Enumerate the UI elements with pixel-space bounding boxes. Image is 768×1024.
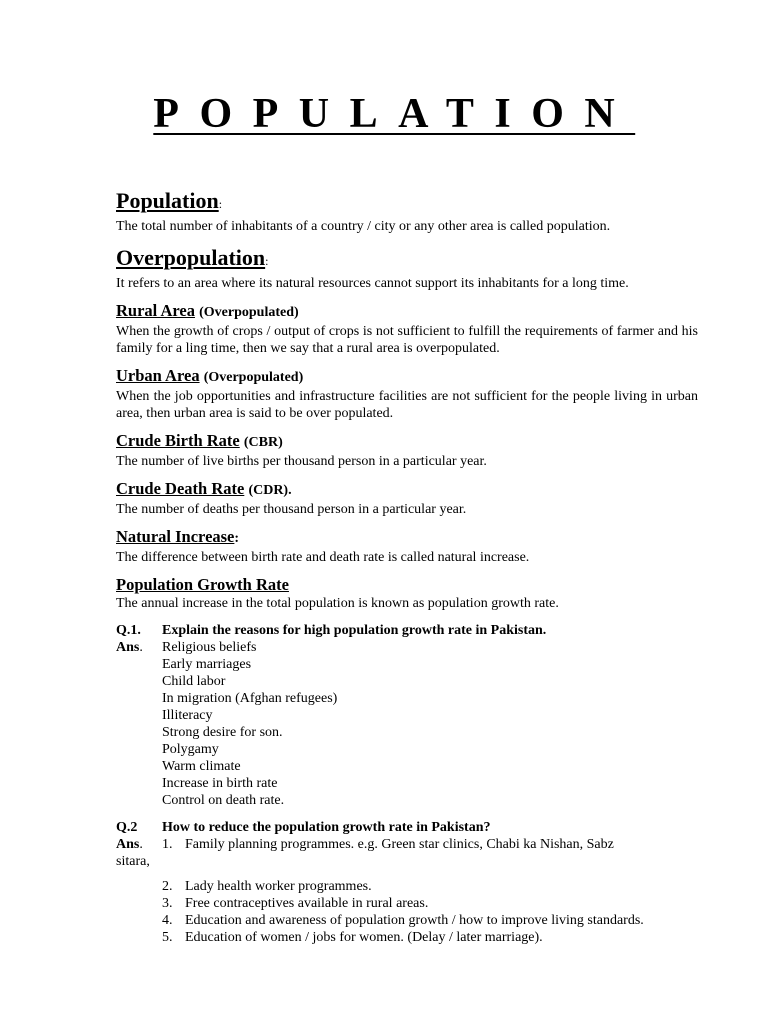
section-heading: Crude Birth Rate (CBR) (116, 431, 283, 450)
answer-item: Education and awareness of population growth / how to improve living standards. (185, 913, 644, 928)
answer-item: Control on death rate. (162, 793, 285, 808)
answer-item: Polygamy (162, 742, 219, 757)
question-text: How to reduce the population growth rate in Pakistan? (162, 820, 491, 835)
list-number: 4. (162, 913, 173, 928)
numbered-item (162, 878, 698, 895)
document-body (116, 187, 698, 946)
answer-continuation: sitara, (116, 854, 150, 869)
section-text: When the job opportunities and infrastructure facilities are not sufficient for the people living in urban area, then urban area is said to be over populated. (116, 389, 698, 421)
answer-row (116, 639, 698, 656)
answer-item: Child labor (162, 674, 226, 689)
section-heading: Population Growth Rate (116, 575, 289, 594)
section-text: The number of live births per thousand person in a particular year. (116, 454, 487, 469)
section-population (116, 187, 698, 235)
section-crude-birth-rate (116, 431, 698, 470)
section-heading: Overpopulation: (116, 245, 269, 270)
question-text: Explain the reasons for high population growth rate in Pakistan. (162, 623, 547, 638)
question-2 (116, 819, 698, 946)
section-text: The difference between birth rate and death rate is called natural increase. (116, 550, 530, 565)
section-population-growth-rate (116, 575, 698, 612)
page-title: POPULATION (153, 91, 636, 137)
section-text: It refers to an area where its natural resources cannot support its inhabitants for a long time. (116, 276, 629, 291)
question-1 (116, 622, 698, 809)
section-crude-death-rate (116, 479, 698, 518)
answer-label: Ans. (116, 837, 143, 852)
section-heading: Population: (116, 188, 223, 213)
question-row (116, 622, 698, 639)
question-number: Q.2 (116, 820, 138, 835)
section-text: The annual increase in the total population is known as population growth rate. (116, 596, 559, 611)
answer-item: Family planning programmes. e.g. Green star clinics, Chabi ka Nishan, Sabz (185, 837, 614, 852)
section-heading: Urban Area (Overpopulated) (116, 366, 304, 385)
list-number: 1. (162, 837, 173, 852)
section-heading: Rural Area (Overpopulated) (116, 301, 299, 320)
section-text: When the growth of crops / output of crops is not sufficient to fulfill the requirements of farmer and his family for a ling time, then we say that a rural area is overpopulated. (116, 324, 698, 356)
section-rural-area (116, 301, 698, 357)
answer-label: Ans. (116, 640, 143, 655)
list-number: 5. (162, 930, 173, 945)
answer-list (162, 656, 698, 809)
answer-item: Increase in birth rate (162, 776, 278, 791)
answer-item: In migration (Afghan refugees) (162, 691, 338, 706)
section-natural-increase (116, 527, 698, 566)
list-number: 3. (162, 896, 173, 911)
numbered-item (162, 912, 698, 929)
section-overpopulation (116, 244, 698, 292)
answer-item: Strong desire for son. (162, 725, 283, 740)
answer-item: Free contraceptives available in rural areas. (185, 896, 429, 911)
question-row (116, 819, 698, 836)
section-heading: Crude Death Rate (CDR). (116, 479, 292, 498)
section-text: The total number of inhabitants of a country / city or any other area is called population. (116, 219, 611, 234)
list-number: 2. (162, 879, 173, 894)
answer-row (116, 836, 698, 853)
answer-item: Early marriages (162, 657, 252, 672)
numbered-item (162, 895, 698, 912)
answer-item: Lady health worker programmes. (185, 879, 372, 894)
answer-item: Illiteracy (162, 708, 213, 723)
section-text: The number of deaths per thousand person in a particular year. (116, 502, 467, 517)
answer-item: Education of women / jobs for women. (Delay / later marriage). (185, 930, 543, 945)
section-urban-area (116, 366, 698, 422)
answer-item: Religious beliefs (162, 640, 257, 655)
answer-item: Warm climate (162, 759, 241, 774)
question-number: Q.1. (116, 623, 141, 638)
numbered-item (162, 929, 698, 946)
section-heading: Natural Increase: (116, 527, 240, 546)
